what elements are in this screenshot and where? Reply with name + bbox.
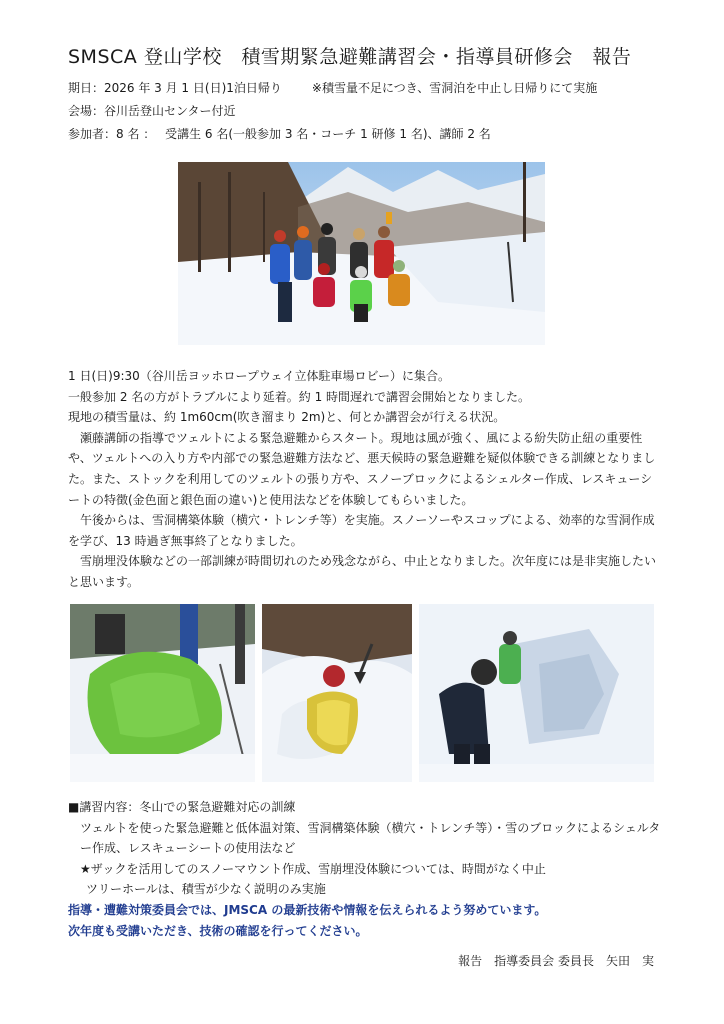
body-paragraph: 1 日(日)9:30（谷川岳ヨッホロープウェイ立体駐車場ロビー）に集合。 bbox=[68, 369, 450, 383]
summary-line: ★ザックを活用してのスノーマウント作成、雪崩埋没体験については、時間がなく中止 bbox=[80, 861, 546, 876]
participants-line: 参加者：8 名 ： 受講生 6 名(一般参加 3 名・コーチ 1 研修 1 名)、講師 2 名 bbox=[68, 127, 491, 141]
venue-line: 会場：谷川岳登山センター付近 bbox=[68, 104, 236, 118]
body-paragraph: 一般参加 2 名の方がトラブルにより延着。約 1 時間遅れで講習会開始となりました。 bbox=[68, 389, 531, 404]
body-paragraph: 瀬藤講師の指導でツェルトによる緊急避難からスタート。現地は風が強く、風による紛失防止紐の重要性や、ツェルトへの入り方や内部での緊急避難方法など、悪天候時の緊急避難を疑似体験できる訓練となりました。また、ストックを利用してのツェルトの張り方や、スノーブロックによるシェルター作成、レスキューシートの特徴(金色面と銀色面の違い)と使用法などを体験してもらいました。 bbox=[68, 430, 656, 507]
report-body bbox=[68, 366, 660, 593]
summary-line: ツリーホールは、積雪が少なく説明のみ実施 bbox=[86, 882, 326, 897]
page-title: SMSCA 登山学校 積雪期緊急避難講習会・指導員研修会 報告 bbox=[68, 46, 632, 68]
rescue-sheet-photo bbox=[262, 604, 412, 782]
body-paragraph: 雪崩埋没体験などの一部訓練が時間切れのため残念ながら、中止となりました。次年度には是非実施したいと思います。 bbox=[68, 554, 657, 589]
date-line bbox=[68, 79, 597, 96]
summary-line: ツェルトを使った緊急避難と低体温対策、雪洞構築体験（横穴・トレンチ等）・雪のブロックによるシェルター作成、レスキューシートの使用法など bbox=[80, 820, 661, 856]
event-date: 期日：2026 年 3 月 1 日(日)1泊日帰り bbox=[68, 81, 282, 95]
summary-section bbox=[68, 797, 664, 941]
committee-request: 次年度も受講いただき、技術の確認を行ってください。 bbox=[68, 923, 368, 938]
summary-heading: ■講習内容：冬山での緊急避難対応の訓練 bbox=[68, 800, 296, 814]
group-photo bbox=[178, 162, 545, 345]
tent-photo bbox=[70, 604, 255, 782]
body-paragraph: 午後からは、雪洞構築体験（横穴・トレンチ等）を実施。スノーソーやスコップによる、効率的な雪洞作成を学び、13 時過ぎ無事終了となりました。 bbox=[68, 513, 655, 548]
signature: 報告 指導委員会 委員長 矢田 実 bbox=[458, 954, 654, 968]
snow-cave-photo bbox=[419, 604, 654, 782]
body-paragraph: 現地の積雪量は、約 1m60cm(吹き溜まり 2m)と、何とか講習会が行える状況。 bbox=[68, 410, 506, 425]
date-note: ※積雪量不足につき、雪洞泊を中止し日帰りにて実施 bbox=[311, 81, 598, 95]
committee-message: 指導・遭難対策委員会では、JMSCA の最新技術や情報を伝えられるよう努めています。 bbox=[68, 902, 547, 917]
